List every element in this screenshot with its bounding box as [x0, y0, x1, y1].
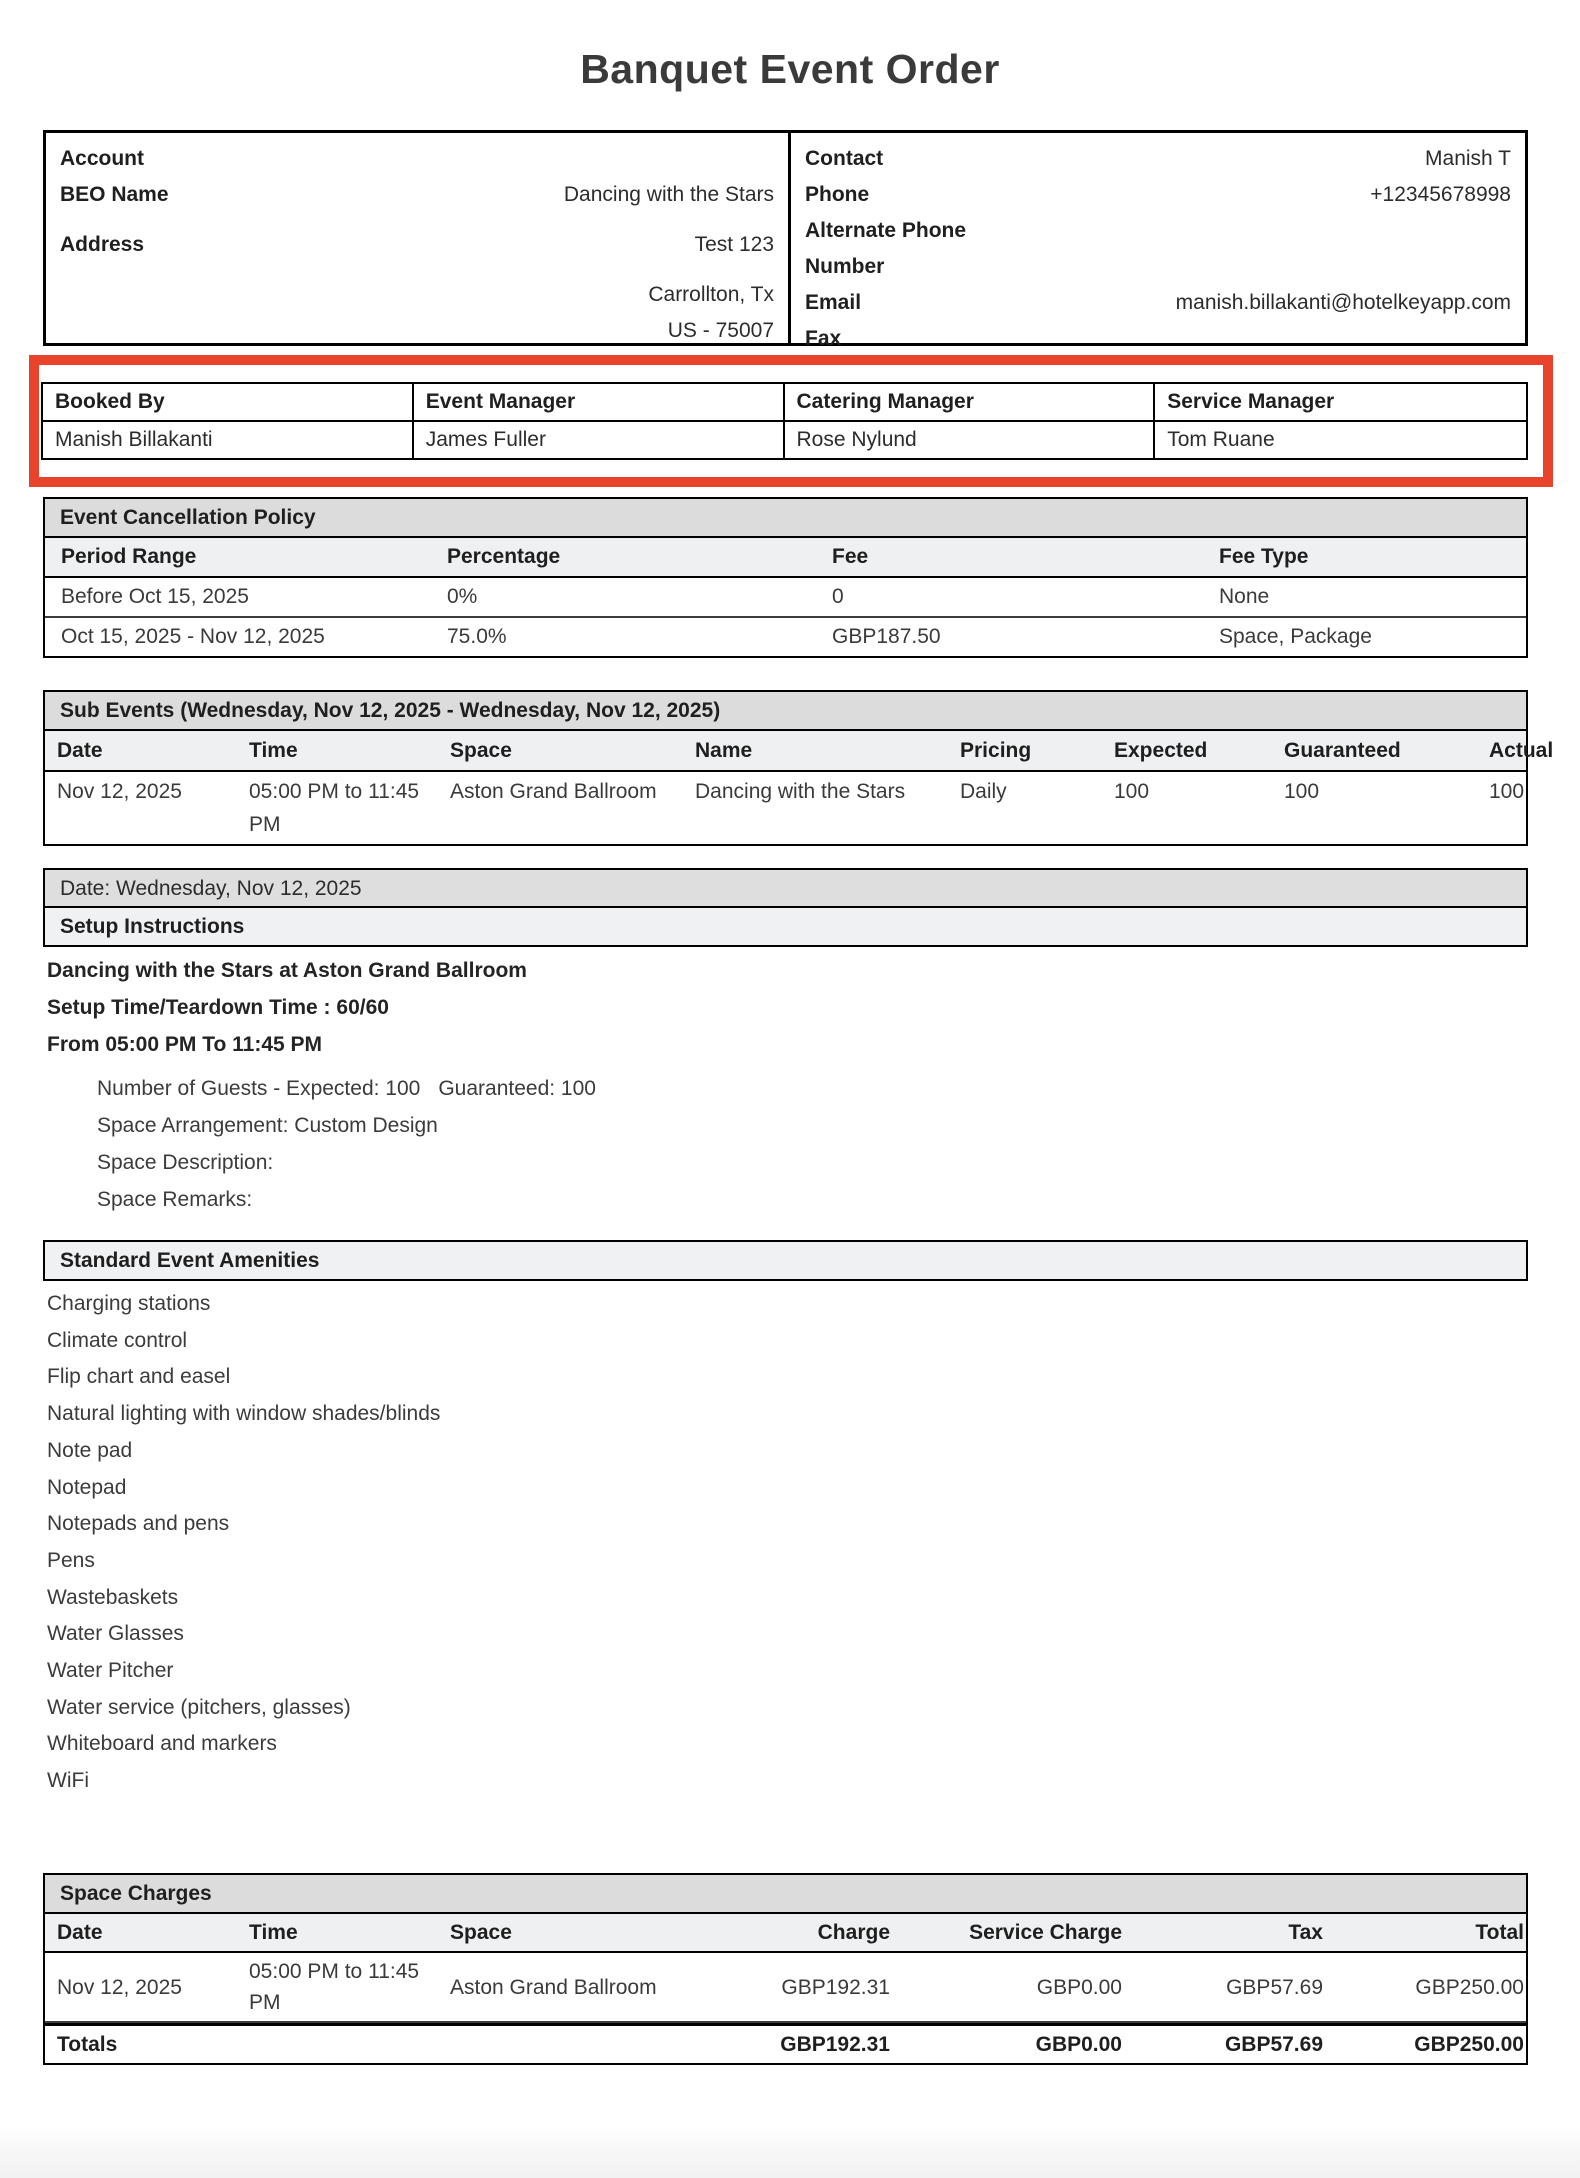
list-item: Notepads and pens — [47, 1512, 230, 1536]
list-item: Water Pitcher — [47, 1659, 174, 1683]
fax-label: Fax — [805, 327, 842, 350]
space-description-line: Space Description: — [97, 1151, 274, 1174]
amenities-header: Standard Event Amenities — [43, 1240, 1528, 1281]
account-contact-table — [43, 130, 1528, 350]
col-pricing: Pricing — [960, 739, 1032, 762]
list-item: Natural lighting with window shades/blinds — [47, 1402, 441, 1426]
address-line3: US - 75007 — [667, 319, 774, 342]
list-item: Climate control — [47, 1328, 188, 1352]
alt-phone-label: Alternate Phone Number — [805, 219, 967, 278]
col-fee: Fee — [832, 545, 869, 568]
address-line2: Carrollton, Tx — [648, 283, 774, 306]
sub-events-body — [43, 772, 1528, 846]
cancellation-policy-header-row — [43, 538, 1528, 578]
setup-instructions-header: Setup Instructions — [43, 906, 1528, 947]
list-item: Whiteboard and markers — [47, 1732, 277, 1756]
list-item: Notepad — [47, 1475, 127, 1499]
beo-name-row — [60, 177, 774, 213]
list-item: Pens — [47, 1548, 95, 1572]
booked-by-header: Booked By — [43, 384, 414, 422]
space-charges-body — [43, 1953, 1528, 2065]
time-range-line: From 05:00 PM To 11:45 PM — [47, 1033, 323, 1056]
email-label: Email — [805, 291, 862, 314]
cancellation-policy-title: Event Cancellation Policy — [43, 497, 1528, 538]
guests-line: Number of Guests - Expected: 100 Guaranteed: 100 — [97, 1077, 596, 1100]
list-item: Note pad — [47, 1438, 133, 1462]
contact-label: Contact — [805, 147, 884, 170]
address-line1: Test 123 — [694, 233, 774, 256]
setup-instructions-block — [47, 952, 596, 1218]
contact-cell — [791, 133, 1525, 350]
phone-label: Phone — [805, 183, 870, 206]
email-value: manish.billakanti@hotelkeyapp.com — [1175, 291, 1511, 314]
col-date: Date — [57, 1921, 103, 1944]
col-space: Space — [450, 1921, 512, 1944]
totals-row: Totals GBP192.31 GBP0.00 GBP57.69 GBP250.00 — [45, 2023, 1526, 2063]
account-label: Account — [60, 147, 144, 170]
phone-value: +12345678998 — [1370, 183, 1511, 206]
list-item: Water Glasses — [47, 1622, 184, 1646]
table-row: Nov 12, 2025 05:00 PM to 11:45 PM Aston Grand Ballroom GBP192.31 GBP0.00 GBP57.69 GBP250.00 — [45, 1953, 1526, 2023]
address-row — [60, 227, 774, 263]
col-date: Date — [57, 739, 103, 762]
catering-manager-header: Catering Manager — [785, 384, 1156, 422]
booked-by-value: Manish Billakanti — [43, 422, 414, 458]
space-charges-section — [43, 1873, 1528, 2065]
managers-header-row — [43, 384, 1526, 422]
col-time: Time — [249, 1921, 298, 1944]
address-row3 — [60, 313, 774, 349]
col-name: Name — [695, 739, 753, 762]
table-row: Nov 12, 2025 05:00 PM to 11:45 PM Aston Grand Ballroom Dancing with the Stars Daily 100 100 100 — [57, 780, 1525, 836]
page-bottom-shadow — [0, 2126, 1580, 2178]
list-item: Water service (pitchers, glasses) — [47, 1695, 351, 1719]
col-guaranteed: Guaranteed — [1284, 739, 1401, 762]
beo-name-label: BEO Name — [60, 183, 169, 206]
amenities-list — [47, 1286, 440, 1800]
col-service-charge: Service Charge — [969, 1921, 1122, 1944]
phone-row — [805, 177, 1511, 213]
email-row — [805, 285, 1511, 321]
list-item: Flip chart and easel — [47, 1365, 231, 1389]
table-row: Oct 15, 2025 - Nov 12, 2025 75.0% GBP187.50 Space, Package — [61, 625, 1372, 648]
address-label: Address — [60, 233, 145, 256]
col-charge: Charge — [817, 1921, 890, 1944]
totals-label: Totals — [57, 2033, 118, 2056]
cancellation-policy-body — [43, 578, 1528, 658]
contact-value: Manish T — [1425, 147, 1511, 170]
space-arrangement-line: Space Arrangement: Custom Design — [97, 1114, 438, 1137]
service-manager-value: Tom Ruane — [1167, 428, 1275, 451]
alt-phone-row — [805, 213, 1511, 285]
list-item: Wastebaskets — [47, 1585, 179, 1609]
event-manager-value: James Fuller — [414, 422, 785, 458]
fax-row — [805, 321, 1511, 357]
space-charges-title: Space Charges — [43, 1873, 1528, 1914]
sub-events-title: Sub Events (Wednesday, Nov 12, 2025 - Wednesday, Nov 12, 2025) — [43, 690, 1528, 731]
col-fee-type: Fee Type — [1219, 545, 1309, 568]
list-item: Charging stations — [47, 1292, 211, 1315]
setup-teardown-line: Setup Time/Teardown Time : 60/60 — [47, 996, 389, 1019]
service-manager-header: Service Manager — [1155, 384, 1526, 422]
account-cell — [46, 133, 791, 343]
space-charges-header-row — [43, 1914, 1528, 1953]
beo-name-value: Dancing with the Stars — [563, 183, 774, 206]
col-expected: Expected — [1114, 739, 1208, 762]
date-bar: Date: Wednesday, Nov 12, 2025 — [43, 868, 1528, 909]
managers-value-row — [43, 422, 1526, 458]
page-title: Banquet Event Order — [580, 46, 1000, 92]
col-actual: Actual — [1489, 739, 1554, 762]
col-tax: Tax — [1288, 1921, 1323, 1944]
managers-highlight-box — [29, 355, 1553, 487]
cancellation-policy-section — [43, 497, 1528, 658]
col-percentage: Percentage — [447, 545, 561, 568]
list-item: WiFi — [47, 1769, 89, 1793]
event-title-line: Dancing with the Stars at Aston Grand Ballroom — [47, 959, 527, 982]
space-remarks-line: Space Remarks: — [97, 1188, 253, 1211]
address-row2 — [60, 277, 774, 313]
sub-events-section — [43, 690, 1554, 846]
contact-row — [805, 141, 1511, 177]
sub-events-header-row — [43, 731, 1554, 772]
col-period-range: Period Range — [61, 545, 197, 568]
managers-table — [41, 382, 1528, 460]
table-row: Before Oct 15, 2025 0% 0 None — [45, 578, 1526, 618]
account-row — [60, 141, 774, 177]
catering-manager-value: Rose Nylund — [785, 422, 1156, 458]
col-total: Total — [1475, 1921, 1524, 1944]
col-time: Time — [249, 739, 298, 762]
col-space: Space — [450, 739, 512, 762]
event-manager-header: Event Manager — [414, 384, 785, 422]
